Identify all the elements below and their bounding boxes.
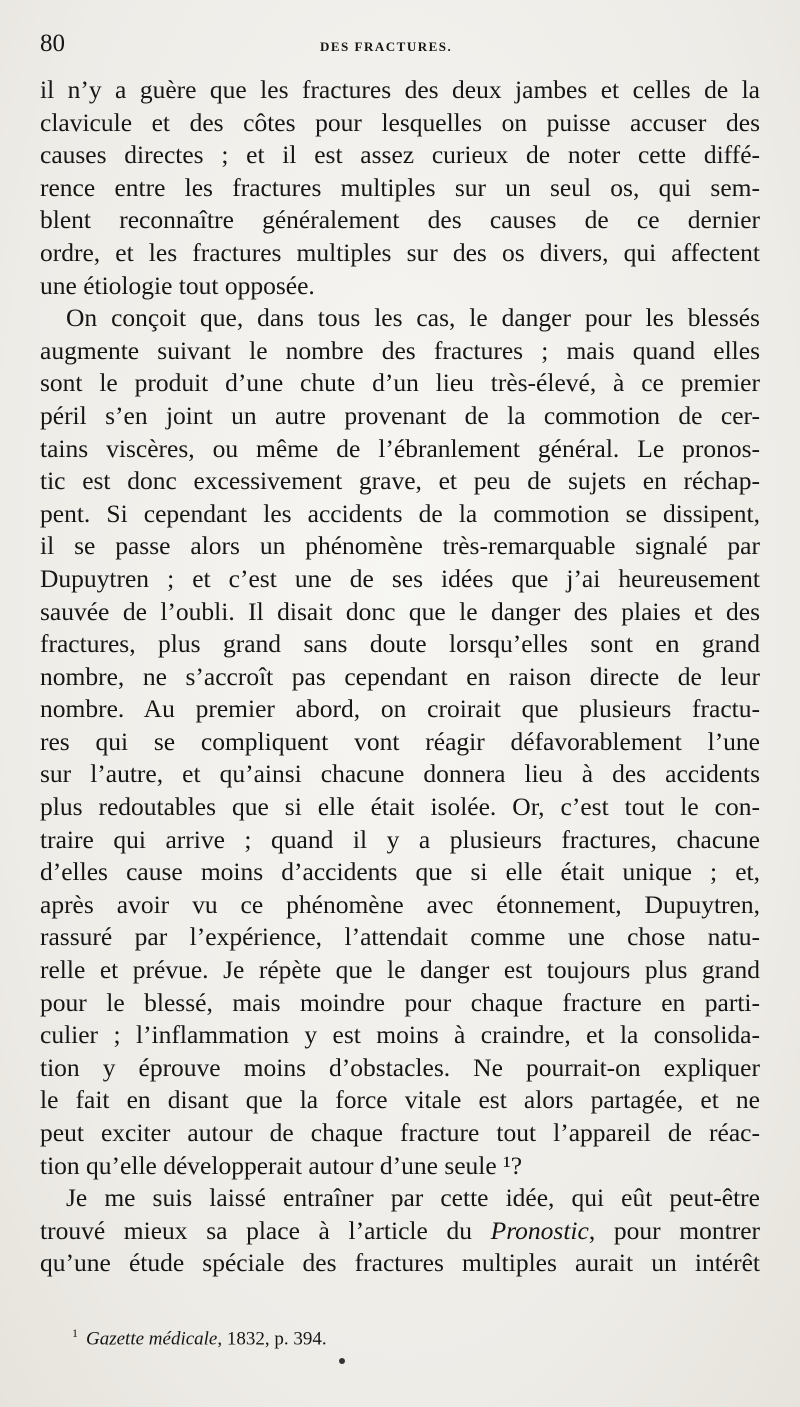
footnote-mark: 1 (72, 1326, 78, 1340)
text-line: nombre, ne s’accroît pas cependant en raison directe de leur (40, 661, 760, 691)
italic-term-pronostic: Pronostic (490, 1215, 589, 1245)
running-head: DES FRACTURES. (320, 39, 453, 54)
page-number: 80 (40, 30, 65, 57)
text-line: une étiologie tout opposée. (40, 270, 315, 300)
text-line: ordre, et les fractures multiples sur des os divers, qui affectent (40, 237, 760, 267)
text-line: rence entre les fractures multiples sur un seul os, qui sem- (40, 172, 760, 202)
text-line: culier ; l’inflammation y est moins à craindre, et la consolida- (40, 1020, 760, 1050)
text-fragment: trouvé mieux sa place à l’article du (40, 1215, 491, 1245)
text-line: sur l’autre, et qu’ainsi chacune donnera lieu à des accidents (40, 759, 760, 789)
text-line: clavicule et des côtes pour lesquelles on puisse accuser des (40, 107, 760, 137)
text-line: péril s’en joint un autre provenant de la commotion de cer- (40, 400, 760, 430)
text-line: d’elles cause moins d’accidents que si elle était unique ; et, (40, 857, 760, 887)
signature-dot-icon (339, 1358, 345, 1364)
page-header (40, 30, 760, 66)
text-line: tion y éprouve moins d’obstacles. Ne pourrait-on expliquer (40, 1052, 760, 1082)
text-line: relle et prévue. Je répète que le danger est toujours plus grand (40, 955, 760, 985)
footnote-citation: , 1832, p. 394. (217, 1328, 327, 1350)
text-line: blent reconnaître généralement des causes de ce dernier (40, 205, 760, 235)
text-line: sont le produit d’une chute d’un lieu très-élevé, à ce premier (40, 368, 760, 398)
body-text (40, 74, 760, 1280)
footnote-source-title: Gazette médicale (86, 1328, 218, 1350)
text-line: après avoir vu ce phénomène avec étonnement, Dupuytren, (40, 889, 760, 919)
text-line: augmente suivant le nombre des fractures ; mais quand elles (40, 335, 760, 365)
text-line: pent. Si cependant les accidents de la commotion se dissipent, (40, 498, 760, 528)
text-line: il se passe alors un phénomène très-remarquable signalé par (40, 531, 760, 561)
text-line: Dupuytren ; et c’est une de ses idées que j’ai heureusement (40, 563, 760, 593)
text-line: tains viscères, ou même de l’ébranlement général. Le pronos- (40, 433, 760, 463)
text-line: plus redoutables que si elle était isolée. Or, c’est tout le con- (40, 792, 760, 822)
text-line: traire qui arrive ; quand il y a plusieurs fractures, chacune (40, 824, 760, 854)
text-line: tion qu’elle développerait autour d’une seule ¹? (40, 1150, 523, 1180)
text-line: On conçoit que, dans tous les cas, le danger pour les blessés (66, 303, 760, 333)
text-line: rassuré par l’expérience, l’attendait comme une chose natu- (40, 922, 760, 952)
footnote (72, 1326, 327, 1350)
text-line: le fait en disant que la force vitale est alors partagée, et ne (40, 1085, 760, 1115)
text-line: tic est donc excessivement grave, et peu de sujets en réchap- (40, 466, 760, 496)
text-line: sauvée de l’oubli. Il disait donc que le danger des plaies et des (40, 596, 760, 626)
text-line: pour le blessé, mais moindre pour chaque fracture en parti- (40, 987, 760, 1017)
text-line: Je me suis laissé entraîner par cette idée, qui eût peut-être (66, 1183, 760, 1213)
text-line: fractures, plus grand sans doute lorsqu’elles sont en grand (40, 629, 760, 659)
text-line: nombre. Au premier abord, on croirait que plusieurs fractu- (40, 694, 760, 724)
text-fragment: , pour montrer (588, 1215, 760, 1245)
text-line: il n’y a guère que les fractures des deux jambes et celles de la (40, 75, 760, 104)
text-line: res qui se compliquent vont réagir défavorablement l’une (40, 726, 760, 756)
text-line: causes directes ; et il est assez curieux de noter cette diffé- (40, 140, 760, 170)
text-line: peut exciter autour de chaque fracture tout l’appareil de réac- (40, 1118, 760, 1147)
text-line: qu’une étude spéciale des fractures multiples aurait un intérêt (40, 1248, 760, 1278)
text-line-with-italic (40, 1215, 760, 1248)
